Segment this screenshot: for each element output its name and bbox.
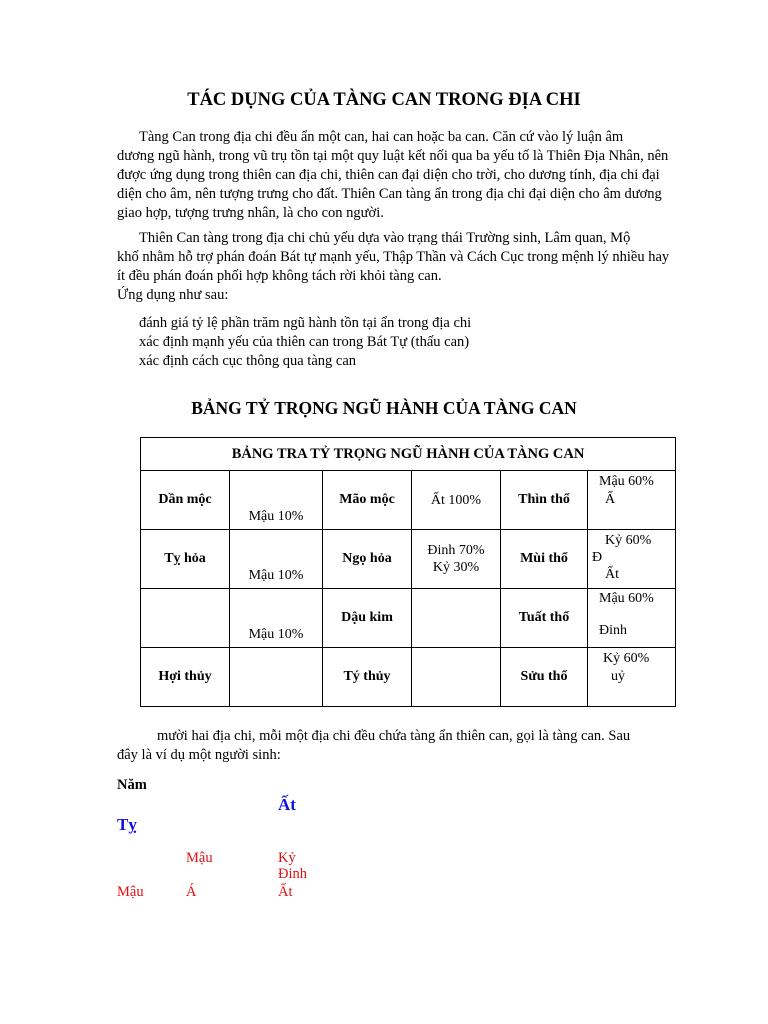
cell-value: Kỷ 60% <box>603 651 650 666</box>
example-at-stem: Ất <box>278 795 296 814</box>
example-a-mid: Á <box>186 884 197 900</box>
cell-stack <box>599 473 654 509</box>
intro-paragraph <box>117 128 676 223</box>
text-line: đây là ví dụ một người sinh: <box>117 747 281 763</box>
list-item: đánh giá tỷ lệ phần trăm ngũ hành tồn tại ẩn trong địa chi <box>139 315 472 331</box>
text-line: Ứng dụng như sau: <box>117 287 229 303</box>
list-item: xác định cách cục thông qua tàng can <box>139 353 357 369</box>
text-line: mười hai địa chi, mỗi một địa chi đều chứa tàng ẩn thiên can, gọi là tàng can. Sau <box>157 728 631 744</box>
table-cell <box>588 589 676 648</box>
text-line: dương ngũ hành, trong vũ trụ tồn tại một quy luật kết nối qua ba yếu tố là Thiên Địa Nhân, nên <box>117 148 669 164</box>
table-cell: Dần mộc <box>141 471 230 530</box>
cell-value: Ất <box>605 567 619 582</box>
cell-stack <box>603 650 649 686</box>
table-cell <box>230 648 323 707</box>
cell-stack <box>592 532 651 583</box>
table-cell <box>588 471 676 530</box>
table-cell: Ngọ hỏa <box>323 530 412 589</box>
cell-value: Mậu 60% <box>599 474 654 489</box>
table-header: BẢNG TRA TỶ TRỌNG NGŨ HÀNH CỦA TÀNG CAN <box>141 438 676 471</box>
table-cell: Mão mộc <box>323 471 412 530</box>
example-ty-branch: Tỵ <box>117 815 137 834</box>
example-hidden-dinh: Đinh <box>278 866 307 882</box>
cell-value: Mậu 60% <box>599 591 654 606</box>
cell-value <box>599 607 654 623</box>
cell-value: Ấ <box>605 492 616 507</box>
cell-stack <box>599 591 654 639</box>
table-cell: Thìn thổ <box>501 471 588 530</box>
cell-value: Mậu 10% <box>248 509 304 524</box>
cell-value: Kỷ 30% <box>432 560 480 575</box>
table-cell: Tý thủy <box>323 648 412 707</box>
cell-value: Đ <box>592 550 603 565</box>
example-hidden-ky: Kỷ <box>278 850 296 866</box>
text-line: diện cho âm, nên tượng trưng cho đất. Thiên Can tàng ẩn trong địa chi đại diện cho âm dương <box>117 186 662 202</box>
text-line: ít đều phán đoán phối hợp không tách rời khỏi tàng can. <box>117 268 442 284</box>
cell-value: Mậu 10% <box>248 568 304 583</box>
example-hidden-mau: Mậu <box>186 850 213 866</box>
text-line: khố nhằm hỗ trợ phán đoán Bát tự mạnh yếu, Thập Thần và Cách Cục trong mệnh lý nhiều hay <box>117 249 670 265</box>
table-title: BẢNG TỶ TRỌNG NGŨ HÀNH CỦA TÀNG CAN <box>191 398 577 418</box>
table-cell: Dậu kim <box>323 589 412 648</box>
cell-value: Đinh <box>599 623 627 638</box>
table-cell <box>230 530 323 589</box>
table-cell <box>412 530 501 589</box>
text-line: Thiên Can tàng trong địa chi chủ yếu dựa vào trạng thái Trường sinh, Lâm quan, Mộ <box>139 230 631 246</box>
table-cell <box>230 471 323 530</box>
table-cell: Tuất thổ <box>501 589 588 648</box>
table-cell: Sửu thổ <box>501 648 588 707</box>
example-mau-left: Mậu <box>117 884 144 900</box>
table-cell <box>412 648 501 707</box>
second-paragraph <box>117 229 676 305</box>
table-cell <box>141 589 230 648</box>
cell-value: uỷ <box>611 669 625 684</box>
text-line: giao hợp, tượng trưng nhân, là cho con người. <box>117 205 384 221</box>
table-cell: Tỵ hỏa <box>141 530 230 589</box>
table-cell <box>412 589 501 648</box>
list-item: xác định mạnh yếu của thiên can trong Bát Tự (thấu can) <box>139 334 470 350</box>
table-cell: Ất 100% <box>412 471 501 530</box>
third-paragraph <box>117 727 676 765</box>
cell-value: Mậu 10% <box>248 627 304 642</box>
table-cell <box>230 589 323 648</box>
text-line: Tàng Can trong địa chi đều ẩn một can, hai can hoặc ba can. Căn cứ vào lý luận âm <box>139 129 624 145</box>
page-title: TÁC DỤNG CỦA TÀNG CAN TRONG ĐỊA CHI <box>187 90 581 110</box>
uses-list <box>139 314 471 371</box>
example-year-label: Năm <box>117 777 147 793</box>
tang-can-table <box>140 437 676 707</box>
cell-value: Kỷ 60% <box>605 533 652 548</box>
cell-value: Đinh 70% <box>427 543 485 558</box>
example-at-bottom: Ất <box>278 884 293 900</box>
text-line: được ứng dụng trong thiên can địa chi, thiên can đại diện cho trời, cho dương tính, địa chi đại <box>117 167 660 183</box>
table-cell <box>588 530 676 589</box>
table-cell: Mùi thổ <box>501 530 588 589</box>
table-cell <box>588 648 676 707</box>
table-cell: Hợi thủy <box>141 648 230 707</box>
